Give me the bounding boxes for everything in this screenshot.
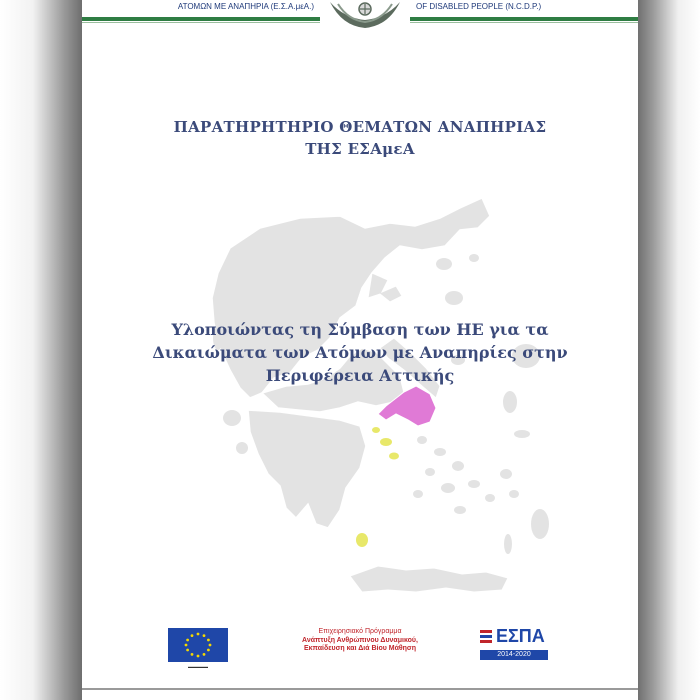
espa-years: 2014-2020 [497, 651, 531, 658]
map-island-c5 [441, 483, 455, 493]
page-shadow-left [0, 0, 82, 700]
document-subtitle [82, 318, 638, 387]
map-island-d2 [509, 490, 519, 498]
map-chios [503, 391, 517, 413]
subtitle-line-1: Υλοποιώντας τη Σύμβαση των ΗΕ για τα [171, 320, 549, 339]
map-island-c4 [425, 468, 435, 476]
op-line-1: Επιχειρησιακό Πρόγραμμα [318, 628, 402, 635]
map-island-c8 [454, 506, 466, 514]
header-rule-left [82, 17, 320, 21]
map-karpathos [504, 534, 512, 554]
espa-logo [480, 626, 548, 662]
map-samos [514, 430, 530, 438]
greece-map [190, 188, 550, 608]
header-thin-rule-left [82, 22, 320, 23]
map-chalkidiki [368, 273, 402, 302]
map-rhodes [531, 509, 549, 539]
espa-label: ΕΣΠΑ [496, 626, 545, 646]
map-lemnos [445, 291, 463, 305]
funding-logos [82, 620, 638, 680]
bottom-rule [82, 688, 638, 690]
map-island-c7 [413, 490, 423, 498]
header-rule-right [410, 17, 638, 21]
document-page [82, 0, 638, 700]
map-island-c6 [468, 480, 480, 488]
map-island-c2 [434, 448, 446, 456]
page-shadow-right [638, 0, 700, 700]
op-line-2: Ανάπτυξη Ανθρώπινου Δυναμικού, [302, 636, 418, 644]
eu-flag-icon [168, 628, 228, 662]
eu-caption: ▬▬▬▬▬ [188, 664, 208, 669]
subtitle-line-2: Δικαιώματα των Ατόμων με Αναπηρίες στην [152, 343, 568, 362]
map-kefalonia [223, 410, 241, 426]
emblem-icon [320, 0, 410, 30]
map-island-d1 [500, 469, 512, 479]
map-crete [350, 566, 508, 592]
map-saronic-island-2 [389, 453, 399, 460]
title-line-2: ΤΗΣ ΕΣΑμεΑ [305, 140, 415, 158]
header-right-text: OF DISABLED PEOPLE (N.C.D.P.) [416, 2, 542, 11]
map-peloponnese [248, 410, 366, 528]
subtitle-line-3: Περιφέρεια Αττικής [265, 366, 455, 385]
header-left-text: ΑΤΟΜΩΝ ΜΕ ΑΝΑΠΗΡΙΑ (Ε.Σ.Α.μεΑ.) [177, 2, 314, 11]
map-saronic-island-3 [372, 427, 380, 433]
page-title [82, 116, 638, 160]
operational-programme-logo [278, 628, 442, 654]
map-island-c3 [452, 461, 464, 471]
op-line-3: Εκπαίδευση και Διά Βίου Μάθηση [303, 645, 417, 652]
map-samothraki [469, 254, 479, 262]
map-saronic-island-1 [380, 438, 392, 446]
map-island-c1 [417, 436, 427, 444]
map-island-c9 [485, 494, 495, 502]
title-line-1: ΠΑΡΑΤΗΡΗΤΗΡΙΟ ΘΕΜΑΤΩΝ ΑΝΑΠΗΡΙΑΣ [173, 118, 547, 136]
map-kythira-highlight [356, 533, 368, 547]
map-thassos [436, 258, 452, 270]
map-zakynthos [236, 442, 248, 454]
header-thin-rule-right [410, 22, 638, 23]
